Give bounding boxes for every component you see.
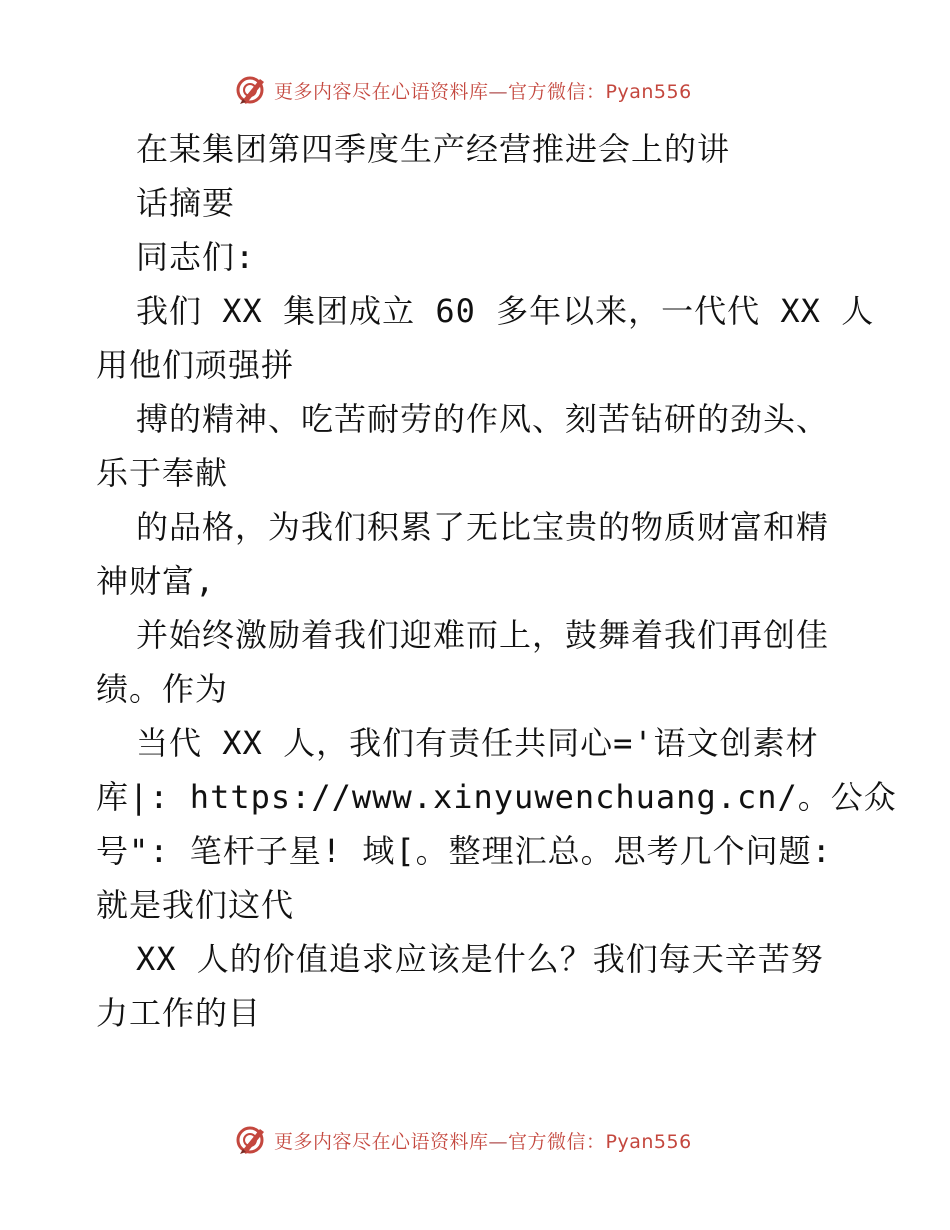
text-line: 在某集团第四季度生产经营推进会上的讲 xyxy=(136,130,731,168)
banner-dash: — xyxy=(488,1130,509,1153)
banner-wechat-id: Pyan556 xyxy=(605,1130,692,1153)
banner-main: 更多内容尽在心语资料库 xyxy=(274,1130,489,1153)
text-line: 当代 XX 人，我们有责任共同心='语文创素材 xyxy=(136,724,819,762)
banner-text xyxy=(274,77,692,104)
text-line: 神财富, xyxy=(96,562,216,600)
pen-logo-icon xyxy=(234,1123,268,1157)
text-line: XX 人的价值追求应该是什么？我们每天辛苦努 xyxy=(136,940,824,978)
text-line: 并始终激励着我们迎难而上，鼓舞着我们再创佳 xyxy=(136,616,830,654)
banner-dash: — xyxy=(488,80,509,103)
footer-banner xyxy=(234,1122,692,1158)
text-line: 我们 XX 集团成立 60 多年以来，一代代 XX 人 xyxy=(136,292,875,330)
header-banner xyxy=(234,72,692,108)
banner-text xyxy=(274,1127,692,1154)
text-line: 的品格，为我们积累了无比宝贵的物质财富和精 xyxy=(136,508,830,546)
banner-wechat-id: Pyan556 xyxy=(605,80,692,103)
document-body xyxy=(96,122,897,1040)
text-line: 搏的精神、吃苦耐劳的作风、刻苦钻研的劲头、 xyxy=(136,400,830,438)
text-line: 库|: https://www.xinyuwenchuang.cn/。公众 xyxy=(96,778,897,816)
text-line: 同志们: xyxy=(136,238,256,276)
pen-logo-icon xyxy=(234,73,268,107)
text-line: 绩。作为 xyxy=(96,670,229,708)
text-line: 用他们顽强拼 xyxy=(96,346,295,384)
text-line: 就是我们这代 xyxy=(96,886,295,924)
text-line: 号": 笔杆子星! 域[。整理汇总。思考几个问题: xyxy=(96,832,832,870)
text-line: 乐于奉献 xyxy=(96,454,229,492)
banner-wechat-label: 官方微信： xyxy=(508,80,606,103)
text-line: 话摘要 xyxy=(136,184,236,222)
banner-main: 更多内容尽在心语资料库 xyxy=(274,80,489,103)
banner-wechat-label: 官方微信： xyxy=(508,1130,606,1153)
text-line: 力工作的目 xyxy=(96,994,262,1032)
